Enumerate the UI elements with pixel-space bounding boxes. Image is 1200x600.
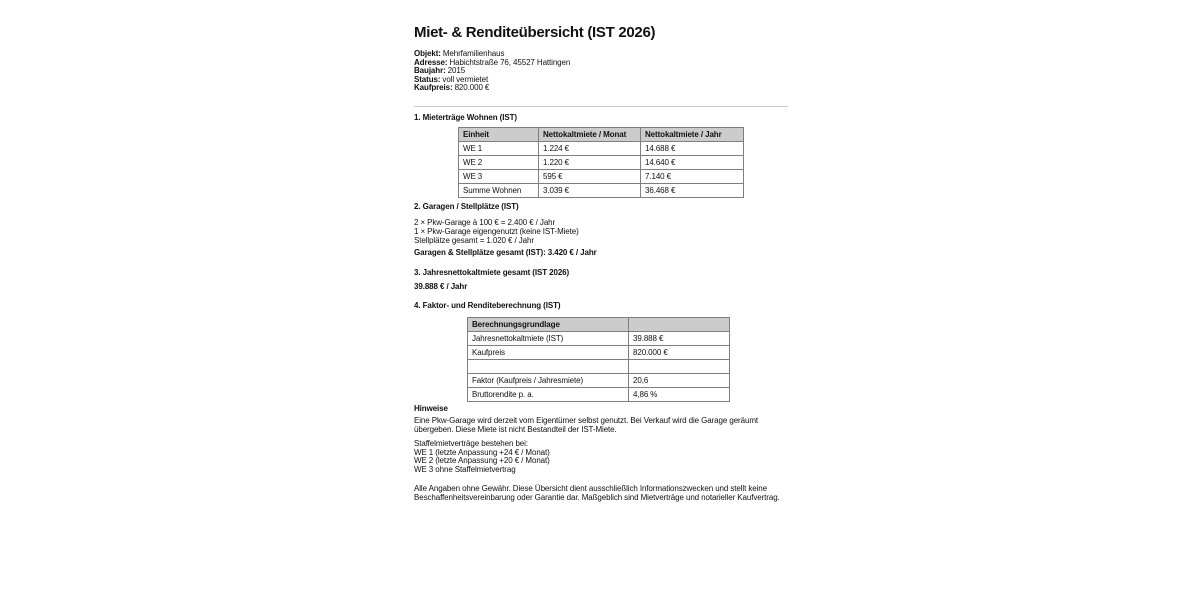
cell-monat: 595 € xyxy=(539,170,641,184)
detail-value: Mehrfamilienhaus xyxy=(442,49,505,58)
garage-line: 1 × Pkw-Garage eigengenutzt (keine IST-Miete) xyxy=(414,227,579,236)
detail-value: Habichtstraße 76, 45527 Hattingen xyxy=(449,57,571,67)
table-row-empty xyxy=(468,360,730,374)
cell-value: 4,86 % xyxy=(629,388,730,402)
garage-line: Stellplätze gesamt = 1.020 € / Jahr xyxy=(414,236,534,245)
section3-heading: 3. Jahresnettokaltmiete gesamt (IST 2026) xyxy=(414,268,570,277)
jahresnettokaltmiete-value: 39.888 € / Jahr xyxy=(414,282,468,291)
cell-value: 39.888 € xyxy=(629,332,730,346)
cell-label: Kaufpreis xyxy=(468,346,629,360)
staffel-line: WE 2 (letzte Anpassung +20 € / Monat) xyxy=(414,456,550,466)
cell-label: Jahresnettokaltmiete (IST) xyxy=(468,332,629,346)
cell-jahr: 14.640 € xyxy=(641,156,744,170)
cell-einheit: WE 1 xyxy=(459,142,539,156)
cell-monat: 1.224 € xyxy=(539,142,641,156)
cell-monat: 3.039 € xyxy=(539,184,641,198)
table-header-row xyxy=(459,128,744,142)
cell-einheit: Summe Wohnen xyxy=(459,184,539,198)
table-header-row xyxy=(468,318,730,332)
column-header: Berechnungsgrundlage xyxy=(468,318,629,332)
table-row xyxy=(468,388,730,402)
staffel-line: WE 3 ohne Staffelmietvertrag xyxy=(414,464,516,474)
hinweise-heading: Hinweise xyxy=(414,404,448,413)
cell-jahr: 14.688 € xyxy=(641,142,744,156)
detail-value: 820.000 € xyxy=(454,83,490,93)
staffel-line: WE 1 (letzte Anpassung +24 € / Monat) xyxy=(414,447,550,457)
column-header-empty xyxy=(629,318,730,332)
section4-heading: 4. Faktor- und Renditeberechnung (IST) xyxy=(414,301,561,310)
table-row xyxy=(459,142,744,156)
staffel-line: Staffelmietverträge bestehen bei: xyxy=(414,439,528,448)
section1-heading: 1. Mieterträge Wohnen (IST) xyxy=(414,113,517,122)
cell-value: 820.000 € xyxy=(629,346,730,360)
detail-value: voll vermietet xyxy=(442,74,489,84)
cell-value xyxy=(629,360,730,374)
table-row xyxy=(468,332,730,346)
column-header: Nettokaltmiete / Monat xyxy=(539,128,641,142)
table-row xyxy=(459,156,744,170)
cell-einheit: WE 3 xyxy=(459,170,539,184)
table-row xyxy=(459,170,744,184)
detail-label: Baujahr: xyxy=(414,66,446,76)
cell-value: 20,6 xyxy=(629,374,730,388)
detail-value: 2015 xyxy=(447,66,466,76)
horizontal-divider xyxy=(414,106,788,107)
cell-jahr: 7.140 € xyxy=(641,170,744,184)
column-header: Nettokaltmiete / Jahr xyxy=(641,128,744,142)
section2-heading: 2. Garagen / Stellplätze (IST) xyxy=(414,202,519,211)
column-header: Einheit xyxy=(459,128,539,142)
cell-jahr: 36.468 € xyxy=(641,184,744,198)
document-page xyxy=(414,0,794,600)
cell-label: Faktor (Kaufpreis / Jahresmiete) xyxy=(468,374,629,388)
detail-label: Adresse: xyxy=(414,57,448,67)
detail-label: Kaufpreis: xyxy=(414,83,453,93)
page-title: Miet- & Renditeübersicht (IST 2026) xyxy=(414,24,656,41)
detail-label: Objekt: xyxy=(414,49,441,58)
renditeberechnung-table xyxy=(467,317,730,402)
staffelmiet-block xyxy=(414,440,550,474)
table-row-sum xyxy=(459,184,744,198)
cell-monat: 1.220 € xyxy=(539,156,641,170)
garage-total: Garagen & Stellplätze gesamt (IST): 3.420 € / Jahr xyxy=(414,248,597,257)
cell-label xyxy=(468,360,629,374)
disclaimer-paragraph: Alle Angaben ohne Gewähr. Diese Übersicht dient ausschließlich Informationszwecken und stellt keine Beschaffenheitsvereinbarung oder Garantie dar. Maßgeblich sind Mietverträge und notarieller Kaufvertrag. xyxy=(414,484,780,503)
detail-label: Status: xyxy=(414,74,441,84)
property-details xyxy=(414,50,570,93)
table-row xyxy=(468,346,730,360)
cell-einheit: WE 2 xyxy=(459,156,539,170)
detail-kaufpreis xyxy=(414,84,570,93)
cell-label: Bruttorendite p. a. xyxy=(468,388,629,402)
mieterträge-table xyxy=(458,127,744,198)
garage-line: 2 × Pkw-Garage à 100 € = 2.400 € / Jahr xyxy=(414,218,556,227)
hinweise-paragraph: Eine Pkw-Garage wird derzeit vom Eigentümer selbst genutzt. Bei Verkauf wird die Garage geräumt übergeben. Diese Miete ist nicht Bestandteil der IST-Miete. xyxy=(414,416,759,435)
garage-details xyxy=(414,218,579,245)
table-row xyxy=(468,374,730,388)
